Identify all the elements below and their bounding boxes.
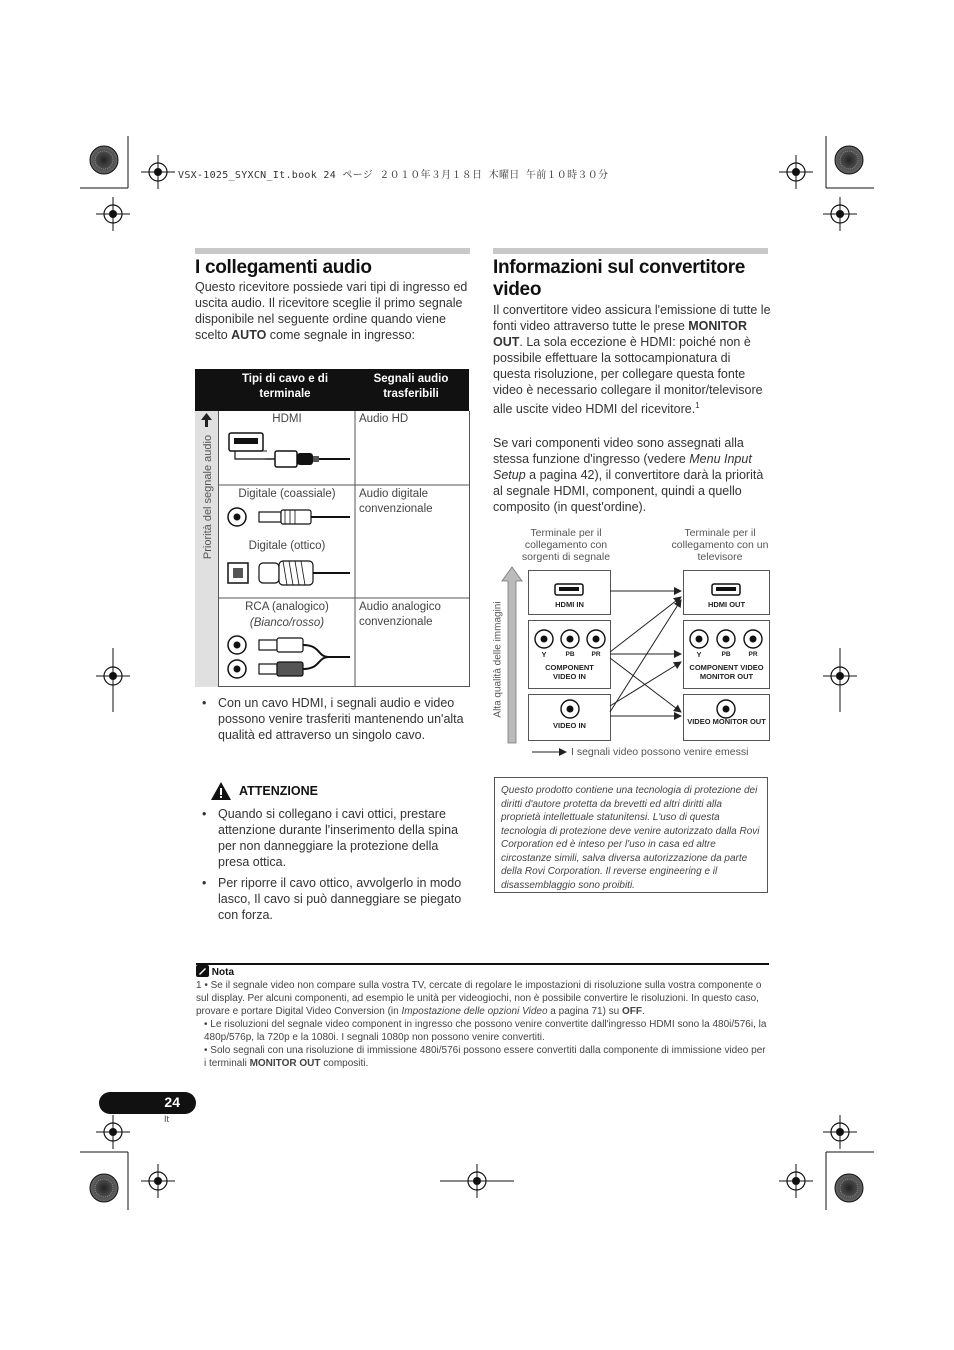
caution-bullets bbox=[195, 806, 473, 928]
component-out-label: COMPONENT VIDEO MONITOR OUT bbox=[689, 663, 764, 681]
auto-bold: AUTO bbox=[231, 328, 267, 342]
video-out-label: VIDEO MONITOR OUT bbox=[687, 717, 766, 726]
rca-connector-icon bbox=[225, 633, 355, 683]
row-digital-coax-cable: Digitale (coassiale) bbox=[238, 488, 336, 500]
copyright-notice-text: Questo prodotto contiene una tecnologia di protezione dei diritti d'autore protetta da brevetti ed altri diritti alla proprietà intellettuale statunitensi. L'uso di questa tecnologia di protezione deve venire autorizzato dalla Rovi Corporation ed è inteso per l'uso in casa ed altre circostanze simili, salva diversa autorizzazione da parte della Rovi Corporation. Il reverse engineering e il disassemblaggio sono proibiti. bbox=[501, 785, 760, 891]
header-file-info: VSX-1025_SYXCN_It.book 24 ページ ２０１０年３月１８日 木曜日 午前１０時３０分 bbox=[178, 170, 609, 181]
table-header bbox=[195, 369, 469, 411]
y-label-out: Y bbox=[696, 650, 702, 659]
hdmi-out-label: HDMI OUT bbox=[707, 600, 746, 609]
right-title: Informazioni sul convertitore video bbox=[493, 257, 746, 300]
nota-3-text: • Solo segnali con una risoluzione di immissione 480i/576i possono essere convertiti dalla componente di immissione video per i terminali bbox=[204, 1045, 766, 1069]
nota-item-3 bbox=[196, 1044, 769, 1070]
nota-item-1 bbox=[196, 979, 769, 1018]
footnote-ref: 1 bbox=[695, 401, 700, 410]
pr-label-in: PR bbox=[591, 651, 601, 658]
left-bullets bbox=[195, 695, 473, 748]
hdmi-in-label: HDMI IN bbox=[555, 600, 584, 609]
nota-1-off: OFF bbox=[622, 1006, 643, 1017]
caution-bullet-2: • Per riporre il cavo ottico, avvolgerlo in modo lasco, Il cavo si può danneggiare se piegato con forza. bbox=[195, 875, 473, 923]
component-out-box bbox=[683, 620, 770, 689]
nota-title: Nota bbox=[211, 967, 235, 978]
page-number-badge bbox=[99, 1092, 196, 1114]
language-code: It bbox=[164, 1114, 170, 1124]
hdmi-bullet: • Con un cavo HDMI, i segnali audio e video possono venire trasferiti mantenendo un'alta qualità ed attraverso un singolo cavo. bbox=[195, 695, 473, 743]
table-col1-header: Tipi di cavo e di terminale bbox=[241, 373, 329, 400]
nota-1-text: 1 • Se il segnale video non compare sulla vostra TV, cercate di regolare le impostazioni di risoluzione sulla vostra componente o sul display. Per alcuni componenti, ad esempio le unità per videogiochi, non è possibile convertire le risoluzioni. In questo caso, provare e portare Digital Video Conversion (in bbox=[196, 980, 762, 1017]
nota-3-end: compositi. bbox=[320, 1058, 369, 1069]
composite-jack-icon bbox=[559, 698, 581, 720]
priority-side-bar bbox=[195, 411, 218, 687]
pb-label-out: PB bbox=[721, 651, 731, 658]
row-hdmi-signal: Audio HD bbox=[359, 413, 409, 425]
left-title-rule bbox=[195, 248, 470, 254]
nota-section bbox=[196, 965, 769, 1070]
left-intro-text-end: come segnale in ingresso: bbox=[266, 328, 416, 342]
copyright-notice-box bbox=[494, 777, 768, 893]
hdmi-port-icon bbox=[711, 583, 741, 597]
row-rca-cable-sub: (Bianco/rosso) bbox=[249, 617, 325, 629]
component-in-label: COMPONENT VIDEO IN bbox=[545, 663, 594, 681]
optical-connector-icon bbox=[225, 557, 355, 589]
right-title-rule bbox=[493, 248, 768, 254]
note-pencil-icon bbox=[196, 965, 209, 977]
row-hdmi-cable: HDMI bbox=[272, 413, 302, 425]
diagram-source-label: Terminale per il collegamento con sorgenti di segnale bbox=[521, 527, 611, 563]
component-in-box bbox=[528, 620, 611, 689]
table-col2-header: Segnali audio trasferibili bbox=[373, 373, 449, 400]
pr-label-out: PR bbox=[748, 651, 758, 658]
right-para-1 bbox=[493, 302, 771, 417]
left-title: I collegamenti audio bbox=[195, 257, 372, 278]
nota-1-text-b: a pagina 71) su bbox=[547, 1006, 623, 1017]
right-para-1-text: Il convertitore video assicura l'emissione di tutte le fonti video attraverso tutte le prese bbox=[493, 303, 771, 333]
video-in-label: VIDEO IN bbox=[553, 721, 586, 730]
nota-1-end: . bbox=[642, 1006, 645, 1017]
menu-input-setup-italic: Menu Input Setup bbox=[493, 452, 752, 482]
hdmi-port-icon bbox=[554, 583, 584, 597]
nota-header bbox=[196, 965, 769, 979]
left-intro-text: Questo ricevitore possiede vari tipi di ingresso ed uscita audio. Il ricevitore sceglie il primo segnale disponibile nel seguente ordine quando viene scelto bbox=[195, 280, 468, 342]
nota-item-2: • Le risoluzioni del segnale video component in ingresso che possono venire convertite dall'ingresso HDMI sono la 480i/576i, la 480p/576p, la 720p e la 1080i. I segnali 1080p non possono venire convertiti. bbox=[204, 1019, 767, 1043]
quality-axis-arrow bbox=[500, 565, 524, 745]
video-in-box bbox=[528, 694, 611, 741]
hdmi-in-box bbox=[528, 570, 611, 615]
y-label-in: Y bbox=[541, 650, 547, 659]
right-para-1-text-b: . La sola eccezione è HDMI: poiché non è possibile effettuare la sottocampionatura di questa risoluzione, per collegare questa fonte video è necessario collegare il monitor/televisore alle uscite video HDMI del ricevitore. bbox=[493, 335, 763, 417]
row-digital-signal: Audio digitale convenzionale bbox=[359, 488, 433, 515]
page-number: 24 bbox=[164, 1094, 180, 1110]
video-out-box bbox=[683, 694, 770, 741]
priority-side-label: Priorità del segnale audio bbox=[202, 434, 214, 560]
right-para-2-text-b: a pagina 42), il convertitore darà la priorità al segnale HDMI, component, quindi a quello composito (in quest'ordine). bbox=[493, 468, 764, 514]
nota-3-bold: MONITOR OUT bbox=[249, 1058, 321, 1069]
caution-title: ATTENZIONE bbox=[239, 784, 318, 798]
diagram-legend: I segnali video possono venire emessi bbox=[571, 746, 749, 758]
row-rca-signal: Audio analogico convenzionale bbox=[359, 601, 441, 628]
row-rca-cable: RCA (analogico) bbox=[245, 601, 329, 613]
row-digital-optical-cable: Digitale (ottico) bbox=[248, 540, 326, 552]
coaxial-connector-icon bbox=[225, 504, 355, 530]
hdmi-connector-icon bbox=[225, 429, 355, 479]
pb-label-in: PB bbox=[565, 651, 575, 658]
hdmi-out-box bbox=[683, 570, 770, 615]
warning-icon bbox=[210, 781, 232, 801]
nota-1-italic: Impostazione delle opzioni Video bbox=[401, 1006, 548, 1017]
right-para-2 bbox=[493, 435, 771, 515]
diagram-destination-label: Terminale per il collegamento con un televisore bbox=[671, 527, 769, 563]
right-para-2-text: Se vari componenti video sono assegnati alla stessa funzione d'ingresso (vedere bbox=[493, 436, 744, 466]
quality-axis-label: Alta qualità delle immagini bbox=[492, 601, 504, 718]
audio-priority-table bbox=[195, 369, 469, 687]
monitor-out-bold: MONITOR OUT bbox=[493, 319, 748, 349]
caution-bullet-1: • Quando si collegano i cavi ottici, prestare attenzione durante l'inserimento della spina per non danneggiare la protezione della presa ottica. bbox=[195, 806, 473, 870]
table-grid bbox=[218, 411, 470, 687]
left-intro bbox=[195, 279, 473, 343]
